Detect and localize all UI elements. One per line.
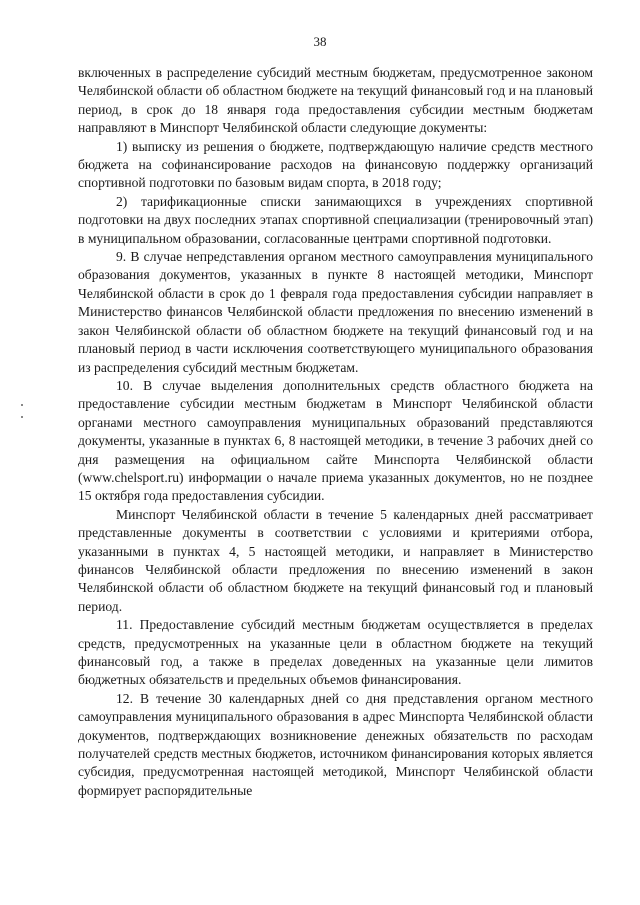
paragraph-clause-11: 11. Предоставление субсидий местным бюджетам осуществляется в пределах средств, предусмотренных на указанные цели в областном бюджете на текущий финансовый год, а также в пределах доведенных на указанные цели лимитов бюджетных обязательств и предельных объемов финансирования. [78, 617, 593, 688]
margin-mark [21, 416, 23, 418]
paragraph-clause-9: 9. В случае непредставления органом местного самоуправления муниципального образования документов, указанных в пункте 8 настоящей методики, Минспорт Челябинской области в срок до 1 февраля года предоставления субсидии направляет в Министерство финансов Челябинской области предложения по внесению изменений в закон Челябинской области об областном бюджете на текущий финансовый год и на плановый период в части исключения соответствующего муниципального образования из распределения субсидий местным бюджетам. [78, 249, 593, 375]
paragraph-clause-10-review: Минспорт Челябинской области в течение 5 календарных дней рассматривает представленные документы в соответствии с условиями и критериями отбора, указанными в пунктах 4, 5 настоящей методики, и направляет в Министерство финансов Челябинской области предложения по внесению изменений в закон Челябинской области об областном бюджете на текущий финансовый год и плановый период. [78, 506, 593, 614]
page-number: 38 [313, 34, 327, 49]
paragraph-clause-10: 10. В случае выделения дополнительных средств областного бюджета на предоставление субсидии местным бюджетам в Минспорт Челябинской области органами местного самоуправления муниципальных образований представляются документы, указанные в пунктах 6, 8 настоящей методики, в течение 3 рабочих дней со дня размещения на официальном сайте Минспорта Челябинской области (www.chelsport.ru) информации о начале приема указанных документов, но не позднее 15 октября года предоставления субсидии. [78, 377, 593, 504]
document-body [78, 64, 593, 800]
paragraph-item-2: 2) тарификационные списки занимающихся в учреждениях спортивной подготовки на двух последних этапах спортивной специализации (тренировочный этап) в муниципальном образовании, согласованные центрами спортивной подготовки. [78, 193, 593, 246]
paragraph-clause-12: 12. В течение 30 календарных дней со дня представления органом местного самоуправления муниципального образования в адрес Минспорта Челябинской области документов, подтверждающих возникновение денежных обязательств по расходам получателей средств местных бюджетов, источником финансирования которых является субсидия, предусмотренная настоящей методикой, Минспорт Челябинской области формирует распорядительные [78, 690, 593, 798]
paragraph-item-1: 1) выписку из решения о бюджете, подтверждающую наличие средств местного бюджета на софинансирование расходов на финансовую поддержку организаций спортивной подготовки по базовым видам спорта, в 2018 году; [78, 138, 593, 191]
paragraph-continuation: включенных в распределение субсидий местным бюджетам, предусмотренное законом Челябинской области об областном бюджете на текущий финансовый год и на плановый период, в срок до 18 января года предоставления субсидии местным бюджетам направляют в Минспорт Челябинской области следующие документы: [78, 65, 593, 136]
margin-mark [21, 404, 23, 406]
